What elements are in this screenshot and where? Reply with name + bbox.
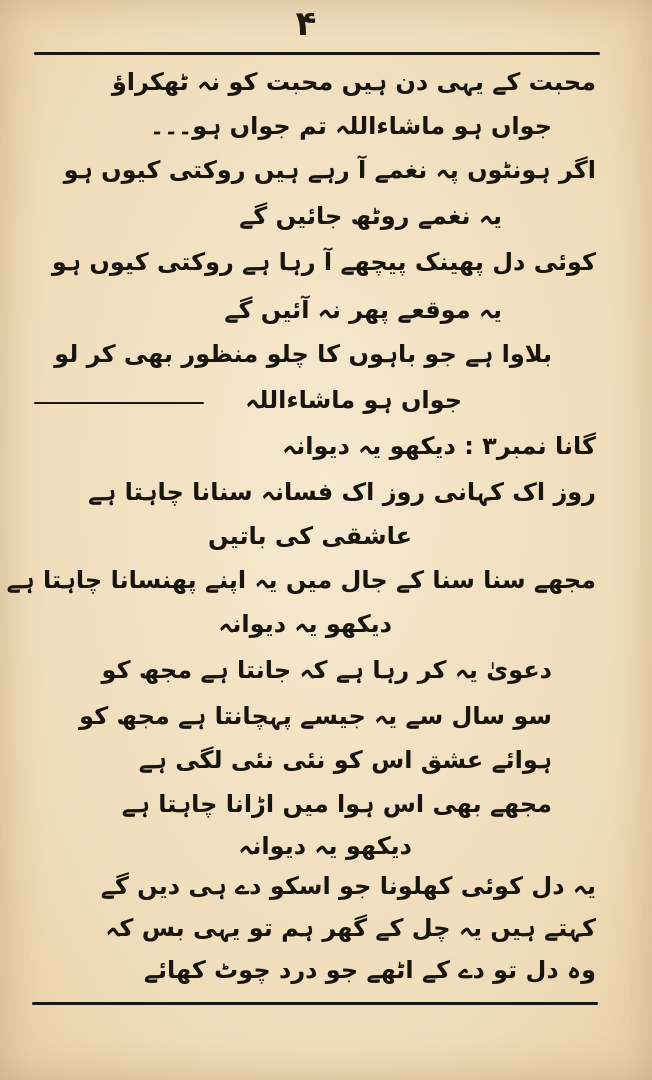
verse-line: اگر ہونٹوں پہ نغمے آ رہے ہیں روکتی کیوں ہو xyxy=(63,156,596,184)
refrain-line: دیکھو یہ دیوانہ xyxy=(238,832,412,860)
verse-line: جواں ہو ماشاءاللہ xyxy=(245,386,462,414)
section-divider xyxy=(34,402,204,404)
verse-line: مجھے سنا سنا کے جال میں یہ اپنے پھنسانا چاہتا ہے xyxy=(6,566,596,594)
verse-line: روز اک کہانی روز اک فسانہ سنانا چاہتا ہے xyxy=(88,478,596,506)
verse-line: یہ موقعے پھر نہ آئیں گے xyxy=(224,296,502,324)
bottom-divider xyxy=(32,1002,598,1005)
verse-line: سو سال سے یہ جیسے پہچانتا ہے مجھ کو xyxy=(79,702,552,730)
verse-line: یہ نغمے روٹھ جائیں گے xyxy=(239,202,502,230)
verse-line: محبت کے یہی دن ہیں محبت کو نہ ٹھکراؤ xyxy=(111,68,596,96)
verse-line: عاشقی کی باتیں xyxy=(208,522,412,550)
verse-line: ہوائے عشق اس کو نئی نئی لگی ہے xyxy=(138,746,552,774)
verse-line: یہ دل کوئی کھلونا جو اسکو دے ہی دیں گے xyxy=(100,872,596,900)
verse-line: جواں ہو ماشاءاللہ تم جواں ہو۔۔۔ xyxy=(150,112,552,140)
page-number: ۴ xyxy=(295,4,317,44)
verse-line: کوئی دل پھینک پیچھے آ رہا ہے روکتی کیوں ہو xyxy=(51,248,596,276)
top-divider xyxy=(34,52,600,55)
verse-line: کہتے ہیں یہ چل کے گھر ہم تو یہی بس کہ xyxy=(105,914,596,942)
verse-line: دعویٰ یہ کر رہا ہے کہ جانتا ہے مجھ کو xyxy=(101,656,552,684)
verse-line: وہ دل تو دے کے اٹھے جو درد چوٹ کھائے xyxy=(143,956,596,984)
verse-line: بلاوا ہے جو باہوں کا چلو منظور بھی کر لو xyxy=(54,340,552,368)
verse-line: مجھے بھی اس ہوا میں اڑانا چاہتا ہے xyxy=(121,790,552,818)
refrain-line: دیکھو یہ دیوانہ xyxy=(218,610,392,638)
song-heading: گانا نمبر۳ : دیکھو یہ دیوانہ xyxy=(282,432,596,460)
